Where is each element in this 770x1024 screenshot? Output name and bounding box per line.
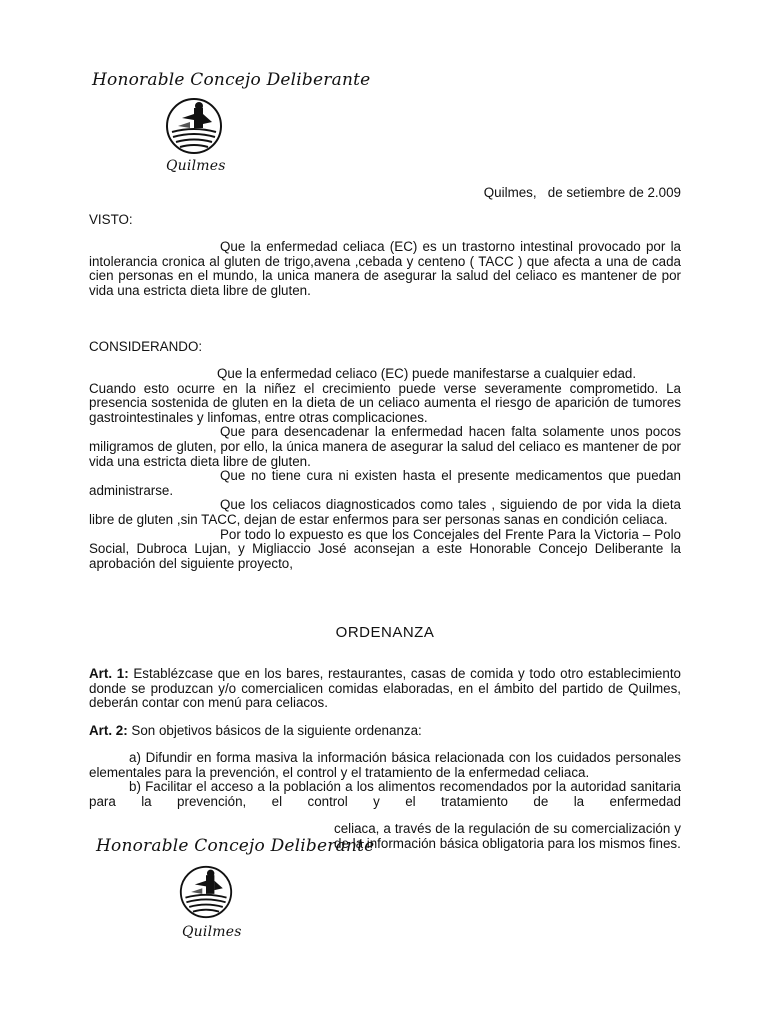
considerando-p1: Que la enfermedad celiaco (EC) puede manifestarse a cualquier edad. [217, 366, 637, 381]
logo-city: Quilmes [166, 158, 226, 174]
considerando-p5: Que los celiacos diagnosticados como tales , siguiendo de por vida la dieta libre de gluten ,sin TACC, dejan de estar enfermos para ser personas sanas en condición celiaca. [89, 497, 681, 527]
footer-logo-title: Honorable Concejo Deliberante [96, 836, 375, 856]
header-logo [92, 70, 371, 174]
footer-logo [96, 836, 375, 940]
item-b-start: b) Facilitar el acceso a la población a los alimentos recomendados por la autoridad sanitaria para la prevención, el control y el tratamiento de la enfermedad [89, 779, 681, 809]
article-1-text: Establézcase que en los bares, restaurantes, casas de comida y todo otro establecimiento donde se produzcan y/o comercialicen comidas elaboradas, en el ámbito del partido de Quilmes, deberán contar con menú para celiacos. [89, 666, 681, 711]
footer-seal-icon [178, 864, 234, 920]
logo-title: Honorable Concejo Deliberante [92, 70, 371, 90]
considerando-p3: Que para desencadenar la enfermedad hacen falta solamente unos pocos miligramos de gluten, por ello, la única manera de asegurar la salud del celiaco es mantener de por vida una estricta dieta libre de gluten. [89, 424, 681, 469]
visto-heading: VISTO: [89, 212, 133, 227]
article-2-text: Son objetivos básicos de la siguiente ordenanza: [127, 723, 422, 738]
visto-paragraph: Que la enfermedad celiaca (EC) es un trastorno intestinal provocado por la intolerancia cronica al gluten de trigo,avena ,cebada y centeno ( TACC ) que afecta a una de cada cien personas en el mundo, la unica manera de asegurar la salud del celiaco es mantener de por vida una estricta dieta libre de gluten. [89, 239, 681, 298]
date-line [89, 186, 681, 201]
considerando-p6: Por todo lo expuesto es que los Concejales del Frente Para la Victoria – Polo Social, Dubroca Lujan, y Migliaccio José aconsejan a este Honorable Concejo Deliberante la aprobación del siguiente proyecto, [89, 526, 681, 571]
article-2 [89, 724, 681, 739]
article-2-label: Art. 2: [89, 723, 128, 738]
item-b-end: celiaca, a través de la regulación de su comercialización y de la información básica obligatoria para los mismos fines. [334, 821, 681, 851]
item-b-end-block [334, 822, 681, 851]
item-a: a) Difundir en forma masiva la información básica relacionada con los cuidados personales elementales para la prevención, el control y el tratamiento de la enfermedad celiaca. [89, 750, 681, 780]
article-2-paragraph [89, 724, 681, 739]
article-1 [89, 667, 681, 711]
article-1-paragraph [89, 667, 681, 711]
considerando-heading: CONSIDERANDO: [89, 339, 203, 354]
visto-text [89, 240, 681, 298]
ordenanza-heading: ORDENANZA [335, 624, 435, 641]
considerando-p2: Cuando esto ocurre en la niñez el crecimiento puede verse severamente comprometido. La presencia sostenida de gluten en la dieta de un celiaco aumenta el riesgo de aparición de tumores gastrointestinales y linfomas, entre otras complicaciones. [89, 380, 681, 425]
considerando-body [89, 367, 681, 571]
article-1-label: Art. 1: [89, 666, 129, 681]
article-2-items [89, 751, 681, 809]
seal-icon [164, 96, 224, 156]
considerando-p4: Que no tiene cura ni existen hasta el presente medicamentos que puedan administrarse. [89, 468, 681, 498]
date-text: Quilmes, de setiembre de 2.009 [483, 185, 681, 200]
footer-logo-city: Quilmes [182, 924, 242, 940]
